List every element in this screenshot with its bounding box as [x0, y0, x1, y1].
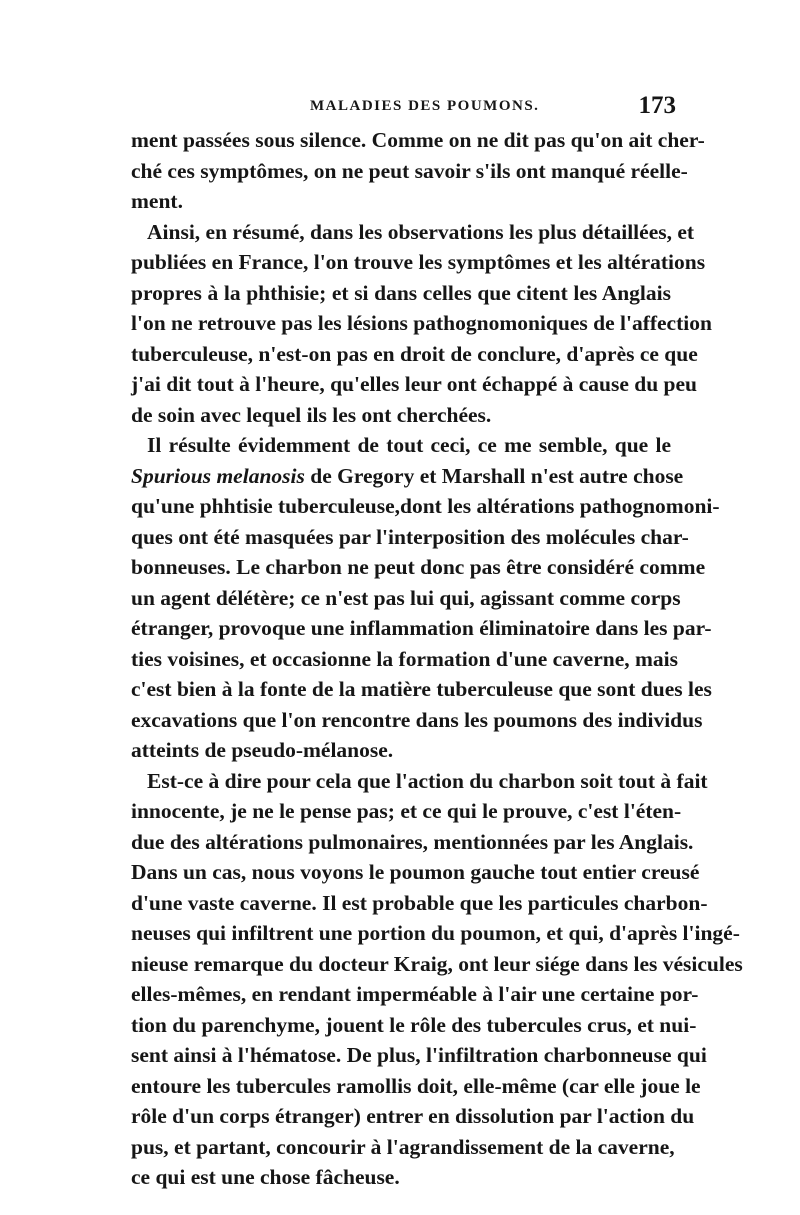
text-line: c'est bien à la fonte de la matière tuberculeuse que sont dues les [131, 677, 712, 701]
italic-term: Spurious melanosis [131, 463, 305, 488]
running-title: MALADIES DES POUMONS. [310, 98, 540, 114]
text-line: ties voisines, et occasionne la formation d'une caverne, mais [131, 646, 679, 671]
text-line: elles-mêmes, en rendant imperméable à l'air une certaine por- [131, 982, 699, 1006]
text-line: ment passées sous silence. Comme on ne dit pas qu'on ait cher- [131, 128, 705, 152]
text-line: publiées en France, l'on trouve les symptômes et les altérations [131, 250, 706, 274]
text-line: nieuse remarque du docteur Kraig, ont leur siége dans les vésicules [131, 951, 743, 976]
text-line: Il résulte évidemment de tout ceci, ce me semble, que le [147, 433, 671, 457]
text-line: étranger, provoque une inflammation éliminatoire dans les par- [131, 616, 712, 640]
text-line: tion du parenchyme, jouent le rôle des tubercules crus, et nui- [131, 1012, 697, 1037]
text-line: j'ai dit tout à l'heure, qu'elles leur ont échappé à cause du peu [131, 372, 698, 396]
text-fragment: de Gregory et Marshall n'est autre chose [304, 463, 684, 488]
text-line: propres à la phthisie; et si dans celles que citent les Anglais [131, 280, 671, 305]
text-line: un agent délétère; ce n'est pas lui qui, agissant comme corps [131, 585, 681, 610]
text-line: excavations que l'on rencontre dans les poumons des individus [131, 707, 703, 732]
running-header [128, 92, 684, 122]
text-line: Ainsi, en résumé, dans les observations les plus détaillées, et [147, 219, 695, 244]
text-line: sent ainsi à l'hématose. De plus, l'infiltration charbonneuse qui [131, 1043, 707, 1067]
text-line: atteints de pseudo-mélanose. [131, 738, 394, 762]
text-line: pus, et partant, concourir à l'agrandissement de la caverne, [131, 1134, 675, 1159]
text-line: bonneuses. Le charbon ne peut donc pas être considéré comme [131, 555, 706, 579]
text-line: Dans un cas, nous voyons le poumon gauche tout entier creusé [131, 860, 700, 884]
text-line: de soin avec lequel ils les ont cherchées. [131, 402, 492, 427]
text-line: Est-ce à dire pour cela que l'action du charbon soit tout à fait [147, 768, 708, 793]
text-line: entoure les tubercules ramollis doit, elle-même (car elle joue le [131, 1073, 701, 1098]
text-line: ché ces symptômes, on ne peut savoir s'ils ont manqué réelle- [131, 158, 688, 183]
text-line-with-italic [131, 461, 684, 492]
text-line: qu'une phhtisie tuberculeuse,dont les altérations pathognomoni- [131, 494, 720, 518]
text-line: ques ont été masquées par l'interposition des molécules char- [131, 524, 689, 549]
text-line: due des altérations pulmonaires, mentionnées par les Anglais. [131, 829, 694, 854]
text-line: rôle d'un corps étranger) entrer en dissolution par l'action du [131, 1104, 695, 1128]
body-text [131, 125, 743, 1193]
text-line: innocente, je ne le pense pas; et ce qui le prouve, c'est l'éten- [131, 799, 682, 823]
text-line: tuberculeuse, n'est-on pas en droit de conclure, d'après ce que [131, 341, 698, 366]
text-line: ce qui est une chose fâcheuse. [131, 1165, 400, 1189]
text-line: l'on ne retrouve pas les lésions pathognomoniques de l'affection [131, 311, 712, 335]
text-line: ment. [131, 189, 183, 213]
text-line: d'une vaste caverne. Il est probable que les particules charbon- [131, 890, 708, 915]
page-number: 173 [638, 92, 676, 119]
text-line: neuses qui infiltrent une portion du poumon, et qui, d'après l'ingé- [131, 921, 740, 945]
